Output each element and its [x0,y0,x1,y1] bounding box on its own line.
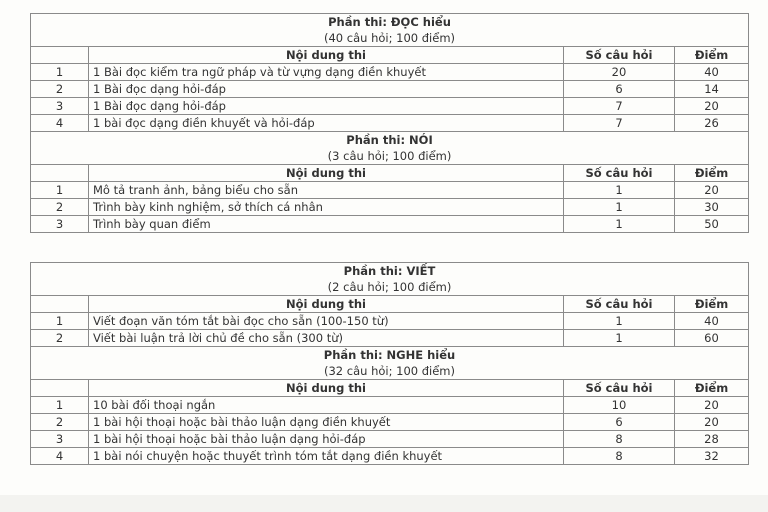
column-header-row [31,165,749,182]
section-subtitle-row [31,148,749,165]
row-question-count: 7 [564,98,675,115]
row-number: 2 [31,81,89,98]
section-subtitle: (2 câu hỏi; 100 điểm) [31,279,749,296]
section-title-text: Phần thi: NGHE hiểu [323,348,456,362]
row-points: 20 [675,397,749,414]
header-content: Nội dung thi [89,380,564,397]
header-question-count: Số câu hỏi [564,47,675,64]
row-number: 1 [31,397,89,414]
row-content: Viết bài luận trả lời chủ đề cho sẵn (300 từ) [89,330,564,347]
row-points: 20 [675,182,749,199]
row-points: 14 [675,81,749,98]
header-number [31,165,89,182]
table-row [31,330,749,347]
header-points: Điểm [675,165,749,182]
header-points: Điểm [675,47,749,64]
row-points: 30 [675,199,749,216]
section-subtitle: (32 câu hỏi; 100 điểm) [31,363,749,380]
column-header-row [31,47,749,64]
row-number: 4 [31,448,89,465]
row-question-count: 1 [564,330,675,347]
row-content: Mô tả tranh ảnh, bảng biểu cho sẵn [89,182,564,199]
row-content: 1 Bài đọc dạng hỏi-đáp [89,81,564,98]
table-row [31,182,749,199]
row-number: 1 [31,64,89,81]
header-content: Nội dung thi [89,47,564,64]
row-question-count: 1 [564,199,675,216]
section-title-text: Phần thi: VIẾT [343,264,436,278]
row-points: 50 [675,216,749,233]
table-row [31,431,749,448]
row-points: 40 [675,64,749,81]
row-points: 26 [675,115,749,132]
row-content: Trình bày quan điểm [89,216,564,233]
row-content: 10 bài đối thoại ngắn [89,397,564,414]
table-row [31,448,749,465]
exam-table-writing-listening [30,262,749,465]
row-question-count: 6 [564,414,675,431]
section-title [31,263,749,280]
row-points: 40 [675,313,749,330]
section-subtitle: (40 câu hỏi; 100 điểm) [31,30,749,47]
section-title [31,132,749,149]
row-points: 20 [675,98,749,115]
page-bottom-band [0,495,768,512]
table-row [31,81,749,98]
row-content: Viết đoạn văn tóm tắt bài đọc cho sẵn (100-150 từ) [89,313,564,330]
row-number: 4 [31,115,89,132]
section-subtitle-row [31,279,749,296]
header-question-count: Số câu hỏi [564,296,675,313]
table-row [31,397,749,414]
header-content: Nội dung thi [89,296,564,313]
row-question-count: 1 [564,313,675,330]
row-content: 1 bài nói chuyện hoặc thuyết trình tóm tắt dạng điền khuyết [89,448,564,465]
row-number: 1 [31,182,89,199]
row-points: 28 [675,431,749,448]
section-title [31,347,749,364]
header-number [31,47,89,64]
column-header-row [31,296,749,313]
section-subtitle-row [31,363,749,380]
table-row [31,98,749,115]
header-question-count: Số câu hỏi [564,380,675,397]
table-row [31,313,749,330]
row-question-count: 1 [564,182,675,199]
row-number: 2 [31,330,89,347]
row-question-count: 10 [564,397,675,414]
row-points: 60 [675,330,749,347]
row-points: 32 [675,448,749,465]
section-title-row [31,132,749,149]
section-title-text: Phần thi: NÓI [346,133,433,147]
section-title [31,14,749,31]
table-row [31,216,749,233]
row-number: 2 [31,414,89,431]
row-question-count: 1 [564,216,675,233]
row-number: 3 [31,431,89,448]
column-header-row [31,380,749,397]
header-number [31,380,89,397]
section-title-row [31,14,749,31]
row-content: 1 bài hội thoại hoặc bài thảo luận dạng hỏi-đáp [89,431,564,448]
row-points: 20 [675,414,749,431]
row-question-count: 6 [564,81,675,98]
table-row [31,199,749,216]
row-question-count: 20 [564,64,675,81]
header-number [31,296,89,313]
row-content: Trình bày kinh nghiệm, sở thích cá nhân [89,199,564,216]
section-subtitle-row [31,30,749,47]
row-question-count: 8 [564,448,675,465]
section-title-row [31,347,749,364]
row-content: 1 bài hội thoại hoặc bài thảo luận dạng điền khuyết [89,414,564,431]
header-question-count: Số câu hỏi [564,165,675,182]
row-number: 1 [31,313,89,330]
table-row [31,414,749,431]
row-content: 1 Bài đọc dạng hỏi-đáp [89,98,564,115]
section-subtitle: (3 câu hỏi; 100 điểm) [31,148,749,165]
row-content: 1 bài đọc dạng điền khuyết và hỏi-đáp [89,115,564,132]
header-points: Điểm [675,380,749,397]
row-number: 3 [31,216,89,233]
header-content: Nội dung thi [89,165,564,182]
exam-table-reading-speaking [30,13,749,233]
table-row [31,64,749,81]
section-title-row [31,263,749,280]
row-number: 3 [31,98,89,115]
row-question-count: 8 [564,431,675,448]
table-row [31,115,749,132]
row-number: 2 [31,199,89,216]
row-question-count: 7 [564,115,675,132]
header-points: Điểm [675,296,749,313]
section-title-text: Phần thi: ĐỌC hiểu [328,15,451,29]
row-content: 1 Bài đọc kiểm tra ngữ pháp và từ vựng dạng điền khuyết [89,64,564,81]
